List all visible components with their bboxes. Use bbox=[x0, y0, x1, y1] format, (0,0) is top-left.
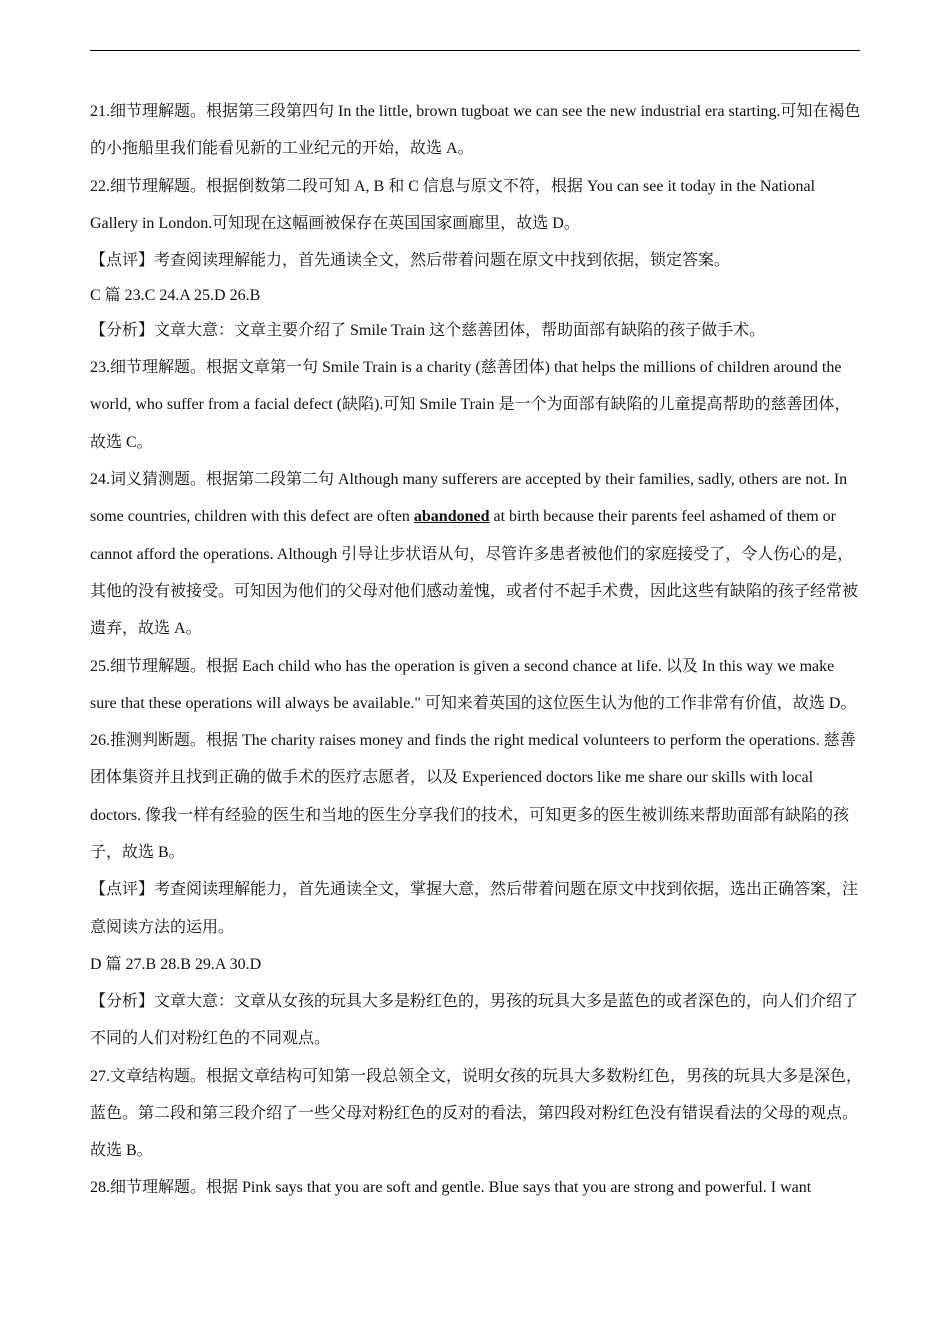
comment-paragraph: 【点评】考查阅读理解能力，首先通读全文，然后带着问题在原文中找到依据，锁定答案。 bbox=[90, 252, 731, 270]
highlighted-keyword: abandoned bbox=[413, 508, 490, 526]
answer-23-explanation: 23.细节理解题。根据文章第一句 Smile Train is a charity (慈善团体) that helps the millions of children around the world, who suffer from a facial defect (缺陷).可知 Smile Train 是一个为面部有缺陷的儿童提高帮助的慈善团体，故选 C。 bbox=[90, 359, 851, 451]
answer-27-explanation: 27.文章结构题。根据文章结构可知第一段总领全文，说明女孩的玩具大多数粉红色，男孩的玩具大多是深色，蓝色。第二段和第三段介绍了一些父母对粉红色的反对的看法，第四段对粉红色没有错误看法的父母的观点。故选 B。 bbox=[90, 1067, 863, 1160]
section-c-answers: C 篇 23.C 24.A 25.D 26.B bbox=[90, 287, 261, 305]
answer-26-explanation: 26.推测判断题。根据 The charity raises money and finds the right medical volunteers to perform the operations. 慈善团体集资并且找到正确的做手术的医疗志愿者，以及 Experienced doctors like me share our skills with local doctors. 像我一样有经验的医生和当地的医生分享我们的技术，可知更多的医生被训练来帮助面部有缺陷的孩子，故选 B。 bbox=[90, 732, 856, 862]
document-body bbox=[90, 93, 862, 1207]
comment-paragraph: 【点评】考查阅读理解能力，首先通读全文，掌握大意，然后带着问题在原文中找到依据，选出正确答案，注意阅读方法的运用。 bbox=[90, 881, 859, 936]
answer-24-text-before: 24.词义猜测题。根据第二段第二句 Although many sufferers are accepted by their families, sadly, others are not. In some countries, children with this defect are often bbox=[90, 471, 848, 526]
section-d-answers: D 篇 27.B 28.B 29.A 30.D bbox=[90, 955, 262, 973]
answer-24-explanation bbox=[90, 461, 862, 647]
answer-25-explanation: 25.细节理解题。根据 Each child who has the operation is given a second chance at life. 以及 In this way we make sure that these operations will always be available." 可知来着英国的这位医生认为他的工作非常有价值，故选 D。 bbox=[90, 657, 857, 712]
section-d-analysis: 【分析】文章大意：文章从女孩的玩具大多是粉红色的，男孩的玩具大多是蓝色的或者深色的，向人们介绍了不同的人们对粉红色的不同观点。 bbox=[90, 992, 859, 1048]
section-c-analysis: 【分析】文章大意：文章主要介绍了 Smile Train 这个慈善团体，帮助面部有缺陷的孩子做手术。 bbox=[90, 322, 766, 340]
answer-24-text-after: at birth because their parents feel ashamed of them or cannot afford the operations. Although 引导让步状语从句，尽管许多患者被他们的家庭接受了，令人伤心的是，其他的没有被接受。可知因为他们的父母对他们感动羞愧，或者付不起手术费，因此这些有缺陷的孩子经常被遗弃，故选 A。 bbox=[90, 508, 859, 638]
answer-28-explanation: 28.细节理解题。根据 Pink says that you are soft and gentle. Blue says that you are strong and powerful. I want bbox=[90, 1179, 812, 1197]
header-rule bbox=[90, 50, 860, 51]
answer-22-explanation: 22.细节理解题。根据倒数第二段可知 A, B 和 C 信息与原文不符，根据 You can see it today in the National Gallery in London.可知现在这幅画被保存在英国国家画廊里，故选 D。 bbox=[90, 177, 816, 232]
answer-21-explanation: 21.细节理解题。根据第三段第四句 In the little, brown tugboat we can see the new industrial era starting.可知在褐色的小拖船里我们能看见新的工业纪元的开始，故选 A。 bbox=[90, 103, 861, 158]
